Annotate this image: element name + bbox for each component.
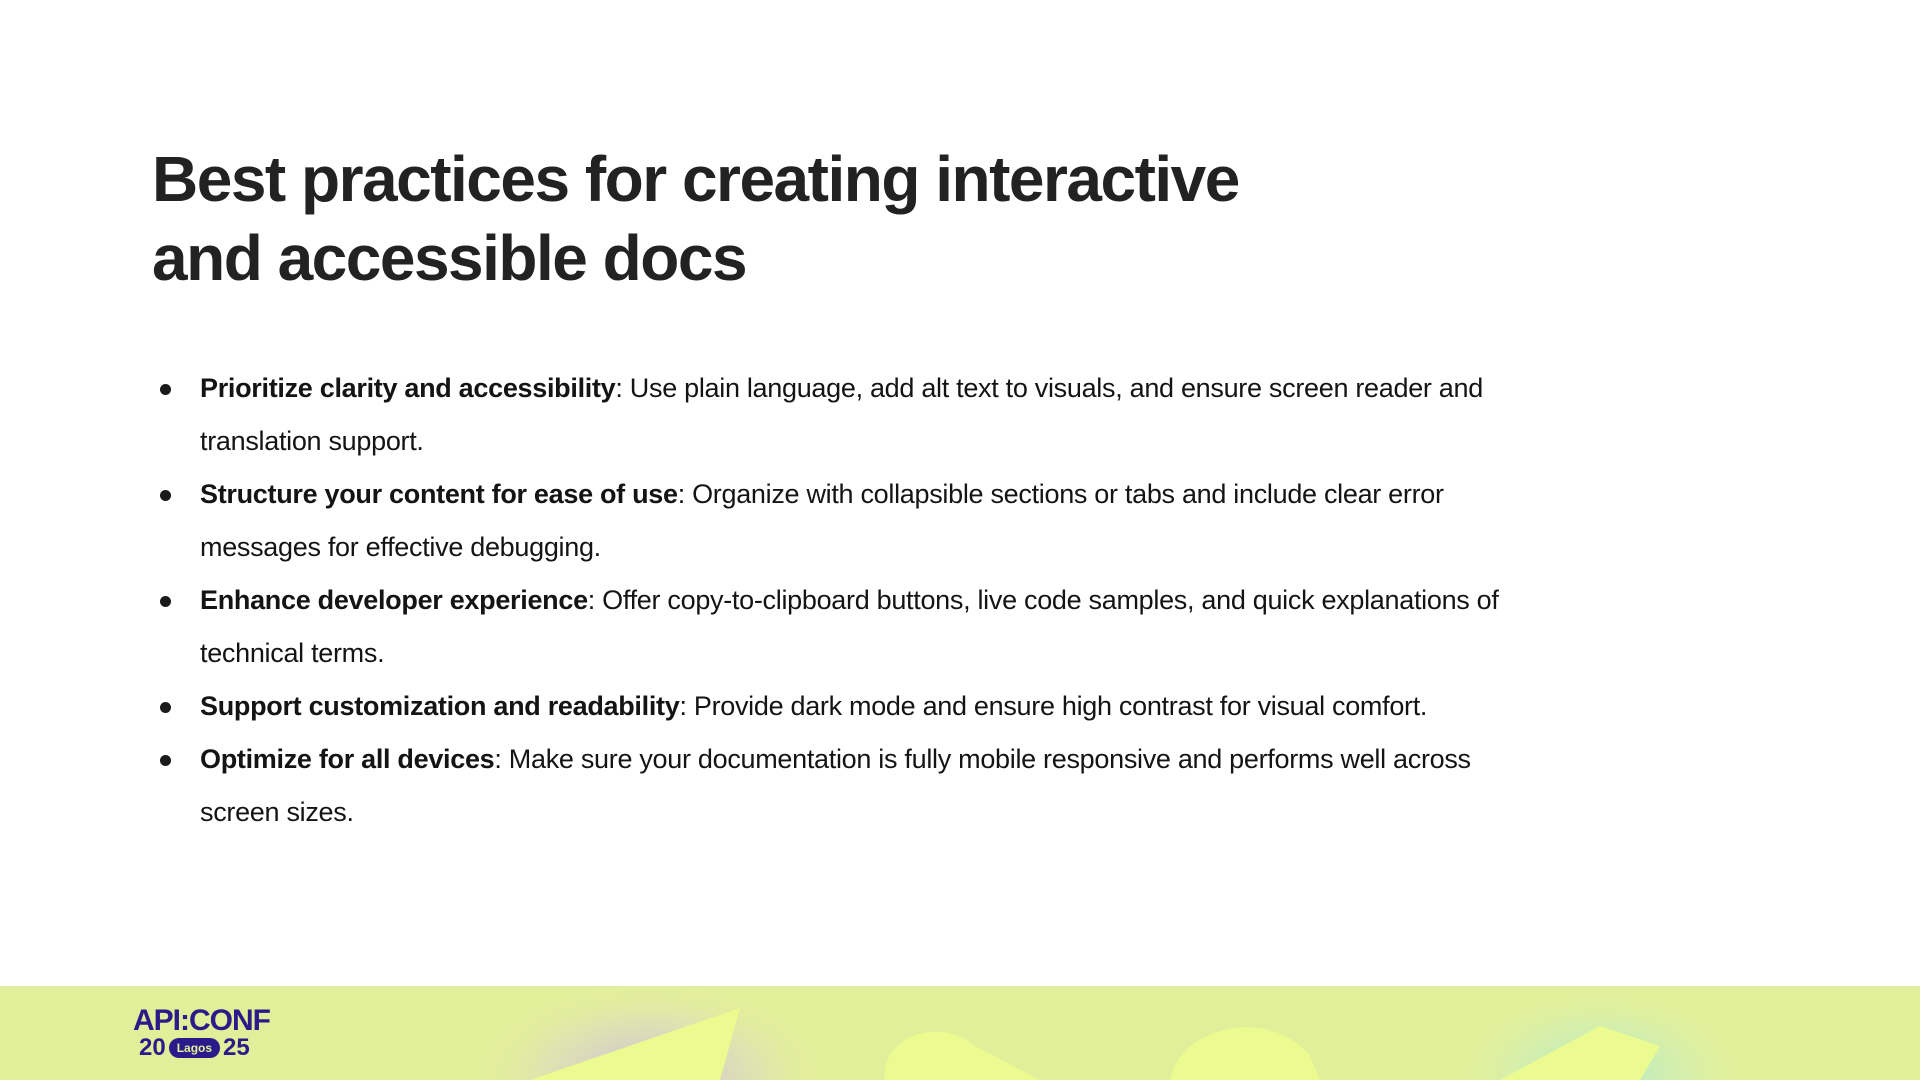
logo-city-pill: Lagos (169, 1038, 220, 1058)
logo-year-right: 25 (223, 1034, 250, 1061)
bullet-item (152, 733, 1512, 839)
bullet-item (152, 680, 1512, 733)
logo-year-left: 20 (139, 1034, 166, 1061)
slide-title-line-2: and accessible docs (152, 222, 747, 294)
bullet-dot-icon (160, 702, 171, 713)
apiconf-logo (133, 1006, 323, 1066)
bullet-item (152, 468, 1512, 574)
logo-year-row (139, 1035, 250, 1061)
bullet-dot-icon (160, 384, 171, 395)
bullet-heading: Optimize for all devices (200, 744, 495, 774)
slide-title-line-1: Best practices for creating interactive (152, 143, 1239, 215)
bullet-item (152, 574, 1512, 680)
bullet-heading: Prioritize clarity and accessibility (200, 373, 616, 403)
bullet-heading: Support customization and readability (200, 691, 680, 721)
slide-title (152, 140, 1352, 298)
bullet-dot-icon (160, 490, 171, 501)
bullet-text: : Make sure your documentation is fully mobile responsive and performs well across screen sizes. (200, 744, 1471, 827)
bullet-text: : Use plain language, add alt text to visuals, and ensure screen reader and translation support. (200, 373, 1483, 456)
bullet-text: : Organize with collapsible sections or tabs and include clear error messages for effective debugging. (200, 479, 1444, 562)
bullet-dot-icon (160, 596, 171, 607)
bullet-item (152, 362, 1512, 468)
bullet-list (152, 362, 1512, 839)
bullet-heading: Enhance developer experience (200, 585, 588, 615)
logo-wordmark: API:CONF (133, 1004, 270, 1037)
bullet-heading: Structure your content for ease of use (200, 479, 678, 509)
bullet-text: : Offer copy-to-clipboard buttons, live code samples, and quick explanations of technical terms. (200, 585, 1499, 668)
bullet-text: : Provide dark mode and ensure high contrast for visual comfort. (679, 691, 1428, 721)
bullet-dot-icon (160, 755, 171, 766)
footer-band (0, 986, 1920, 1080)
